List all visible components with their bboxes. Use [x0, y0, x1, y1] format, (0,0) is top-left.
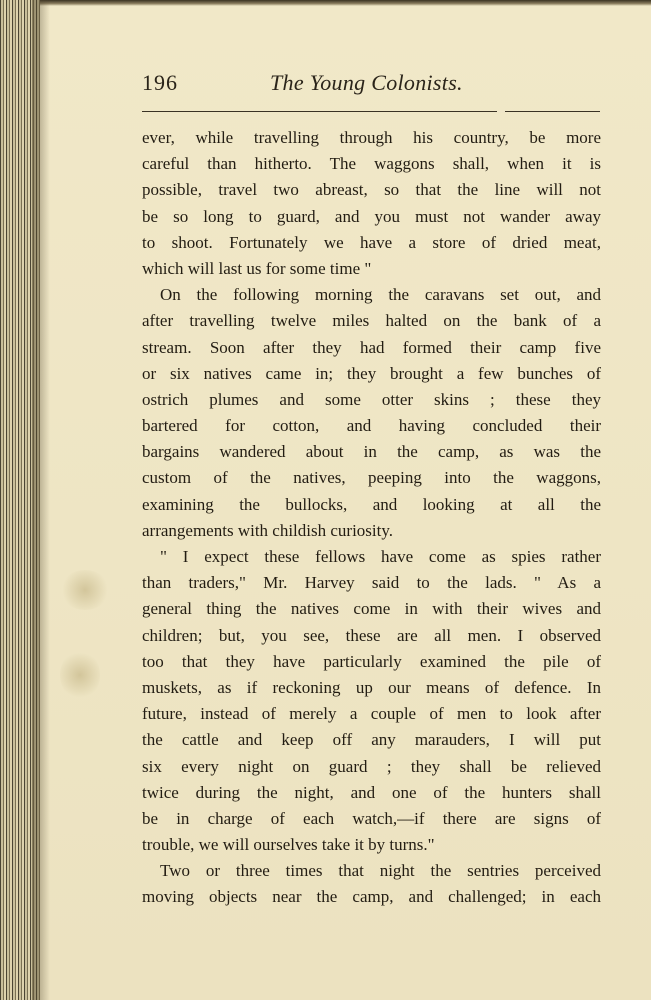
text-line: than traders," Mr. Harvey said to the lads. " As a: [142, 573, 601, 593]
text-line: to shoot. Fortunately we have a store of dried meat,: [142, 232, 601, 252]
body-text: [142, 125, 601, 911]
text-line: Two or three times that night the sentries perceived: [160, 861, 601, 881]
text-line: custom of the natives, peeping into the waggons,: [142, 468, 601, 488]
header-rule: [142, 111, 600, 112]
text-line: general thing the natives come in with their wives and: [142, 599, 601, 619]
text-line: moving objects near the camp, and challenged; in each: [142, 887, 601, 907]
text-line: careful than hitherto. The waggons shall, when it is: [142, 154, 601, 174]
text-line: trouble, we will ourselves take it by turns.": [142, 835, 435, 855]
text-line: the cattle and keep off any marauders, I will put: [142, 730, 601, 750]
gutter-shadow: [32, 0, 50, 1000]
header-rule-break: [497, 110, 505, 113]
running-head: The Young Colonists.: [270, 70, 463, 95]
page-header: [142, 70, 602, 102]
text-line: ostrich plumes and some otter skins ; these they: [142, 389, 601, 409]
text-line: ever, while travelling through his country, be more: [142, 128, 601, 147]
text-line: which will last us for some time ": [142, 258, 372, 278]
text-line: bartered for cotton, and having concluded their: [142, 416, 601, 436]
text-line: be so long to guard, and you must not wander away: [142, 206, 601, 226]
text-line: arrangements with childish curiosity.: [142, 520, 394, 540]
text-line: six every night on guard ; they shall be relieved: [142, 756, 601, 776]
text-line: or six natives came in; they brought a few bunches of: [142, 363, 601, 383]
page-number: 196: [142, 70, 178, 95]
text-line: examining the bullocks, and looking at all the: [142, 494, 601, 514]
text-line: children; but, you see, these are all men. I observed: [142, 625, 601, 645]
top-edge-shadow: [0, 0, 651, 6]
text-line: On the following morning the caravans set out, and: [160, 285, 601, 305]
text-line: too that they have particularly examined the pile of: [142, 651, 601, 671]
text-line: be in charge of each watch,—if there are signs of: [142, 808, 601, 828]
text-line: twice during the night, and one of the hunters shall: [142, 782, 601, 802]
text-line: stream. Soon after they had formed their camp five: [142, 337, 601, 357]
text-line: muskets, as if reckoning up our means of defence. In: [142, 677, 601, 697]
text-line: after travelling twelve miles halted on the bank of a: [142, 311, 601, 331]
text-line: future, instead of merely a couple of men to look after: [142, 704, 601, 724]
paper-stain: [60, 570, 110, 610]
text-line: bargains wandered about in the camp, as was the: [142, 442, 601, 462]
text-line: possible, travel two abreast, so that the line will not: [142, 180, 601, 200]
paper-stain: [60, 650, 100, 700]
text-line: " I expect these fellows have come as spies rather: [160, 547, 601, 566]
